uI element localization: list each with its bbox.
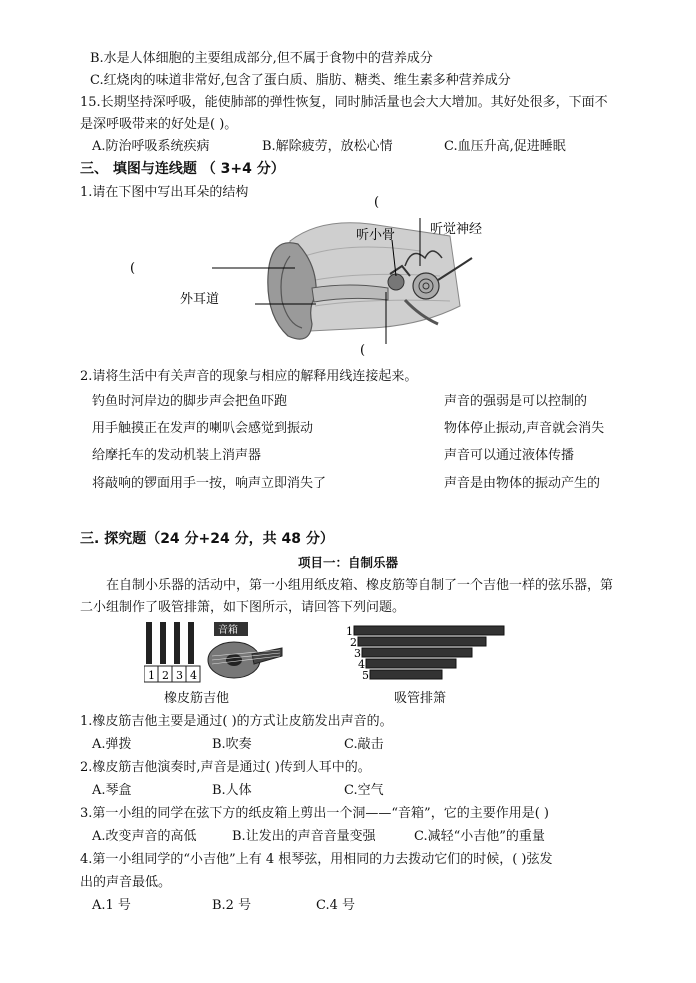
left-item-2[interactable]: 用手触摸正在发声的喇叭会感觉到振动 <box>92 421 314 436</box>
paren-bottom: ( <box>360 343 366 358</box>
q2-option-a[interactable]: A.琴盒 <box>92 783 132 798</box>
q1-ear-instruction: 1.请在下图中写出耳朵的结构 <box>80 185 249 200</box>
straw-pipes <box>354 626 504 679</box>
q4-option-c[interactable]: C.4 号 <box>316 898 356 913</box>
string-bars <box>146 622 194 664</box>
sound-box-label: 音箱 <box>218 625 238 636</box>
left-item-3[interactable]: 给摩托车的发动机装上消声器 <box>92 448 262 463</box>
q1-stem: 1.橡皮筋吉他主要是通过( )的方式让皮筋发出声音的。 <box>80 714 393 729</box>
q15-stem-line2: 是深呼吸带来的好处是( )。 <box>80 117 238 132</box>
right-item-1[interactable]: 声音的强弱是可以控制的 <box>444 394 588 409</box>
q2-matching-instruction: 2.请将生活中有关声音的现象与相应的解释用线连接起来。 <box>80 369 418 384</box>
pipe-number-2: 2 <box>350 636 357 649</box>
q2-option-c[interactable]: C.空气 <box>344 783 384 798</box>
q15-option-b: B.解除疲劳，放松心情 <box>262 139 393 154</box>
pipe-number-4: 4 <box>358 658 365 671</box>
q4-option-a[interactable]: A.1 号 <box>92 898 131 913</box>
left-item-1[interactable]: 钓鱼时河岸边的脚步声会把鱼吓跑 <box>92 394 288 409</box>
paren-left: ( <box>130 261 136 276</box>
section-title-inquiry: 三. 探究题（24 分+24 分，共 48 分） <box>80 531 334 547</box>
left-item-4[interactable]: 将敲响的锣面用手一按，响声立即消失了 <box>92 476 327 491</box>
guitar-number-4: 4 <box>190 669 197 682</box>
right-item-4[interactable]: 声音是由物体的振动产生的 <box>444 476 601 491</box>
q3-option-b[interactable]: B.让发出的声音音量变强 <box>232 829 376 844</box>
intro-line2: 二小组制作了吸管排箫，如下图所示，请回答下列问题。 <box>80 600 406 615</box>
q4-stem-line1: 4.第一小组同学的“小吉他”上有 4 根琴弦，用相同的力去拨动它们的时候，( )弦发 <box>80 852 553 867</box>
label-ear-canal: 外耳道 <box>180 292 220 307</box>
guitar-number-1: 1 <box>148 669 155 682</box>
guitar-number-2: 2 <box>162 669 169 682</box>
straw-pan-flute-figure <box>344 622 510 684</box>
q15-option-a: A.防治呼吸系统疾病 <box>92 139 210 154</box>
q3-stem: 3.第一小组的同学在弦下方的纸皮箱上剪出一个洞——“音箱”，它的主要作用是( ) <box>80 806 549 821</box>
q3-option-c[interactable]: C.减轻“小吉他”的重量 <box>414 829 545 844</box>
q4-option-b[interactable]: B.2 号 <box>212 898 252 913</box>
q14-option-b: B.水是人体细胞的主要组成部分,但不属于食物中的营养成分 <box>90 51 433 66</box>
guitar-number-3: 3 <box>176 669 183 682</box>
intro-line1: 在自制小乐器的活动中，第一小组用纸皮箱、橡皮筋等自制了一个吉他一样的弦乐器，第 <box>106 578 614 593</box>
pipe-number-1: 1 <box>346 625 353 638</box>
project-title: 项目一：自制乐器 <box>297 555 398 570</box>
q2-option-b[interactable]: B.人体 <box>212 783 252 798</box>
q4-stem-line2: 出的声音最低。 <box>80 875 172 890</box>
q15-option-c: C.血压升高,促进睡眠 <box>444 139 566 154</box>
q2-stem: 2.橡皮筋吉他演奏时,声音是通过( )传到人耳中的。 <box>80 760 371 775</box>
label-auditory-nerve: 听觉神经 <box>430 222 483 237</box>
ossicles-shape <box>388 274 404 290</box>
right-item-3[interactable]: 声音可以通过液体传播 <box>444 448 575 463</box>
caption-guitar: 橡皮筋吉他 <box>164 691 230 706</box>
ear-diagram <box>120 196 490 362</box>
q15-stem-line1: 15.长期坚持深呼吸，能使肺部的弹性恢复，同时肺活量也会大大增加。其好处很多，下面不 <box>80 95 608 110</box>
rubber-band-guitar-figure <box>144 618 284 686</box>
cochlea-shape <box>413 273 439 299</box>
q1-option-a[interactable]: A.弹拨 <box>92 737 132 752</box>
pipe-number-5: 5 <box>362 669 369 682</box>
q1-option-c[interactable]: C.敲击 <box>344 737 384 752</box>
label-ossicles: 听小骨 <box>356 228 396 243</box>
q3-option-a[interactable]: A.改变声音的高低 <box>92 829 197 844</box>
paren-top: ( <box>374 196 380 210</box>
q14-option-c: C.红烧肉的味道非常好,包含了蛋白质、脂肪、糖类、维生素多种营养成分 <box>90 73 511 88</box>
q1-option-b[interactable]: B.吹奏 <box>212 737 252 752</box>
caption-pan-flute: 吸管排箫 <box>394 691 447 706</box>
right-item-2[interactable]: 物体停止振动,声音就会消失 <box>444 421 605 436</box>
pipe-number-3: 3 <box>354 647 361 660</box>
section-title-fill-connect: 三、 填图与连线题 （ 3+4 分） <box>80 161 285 177</box>
